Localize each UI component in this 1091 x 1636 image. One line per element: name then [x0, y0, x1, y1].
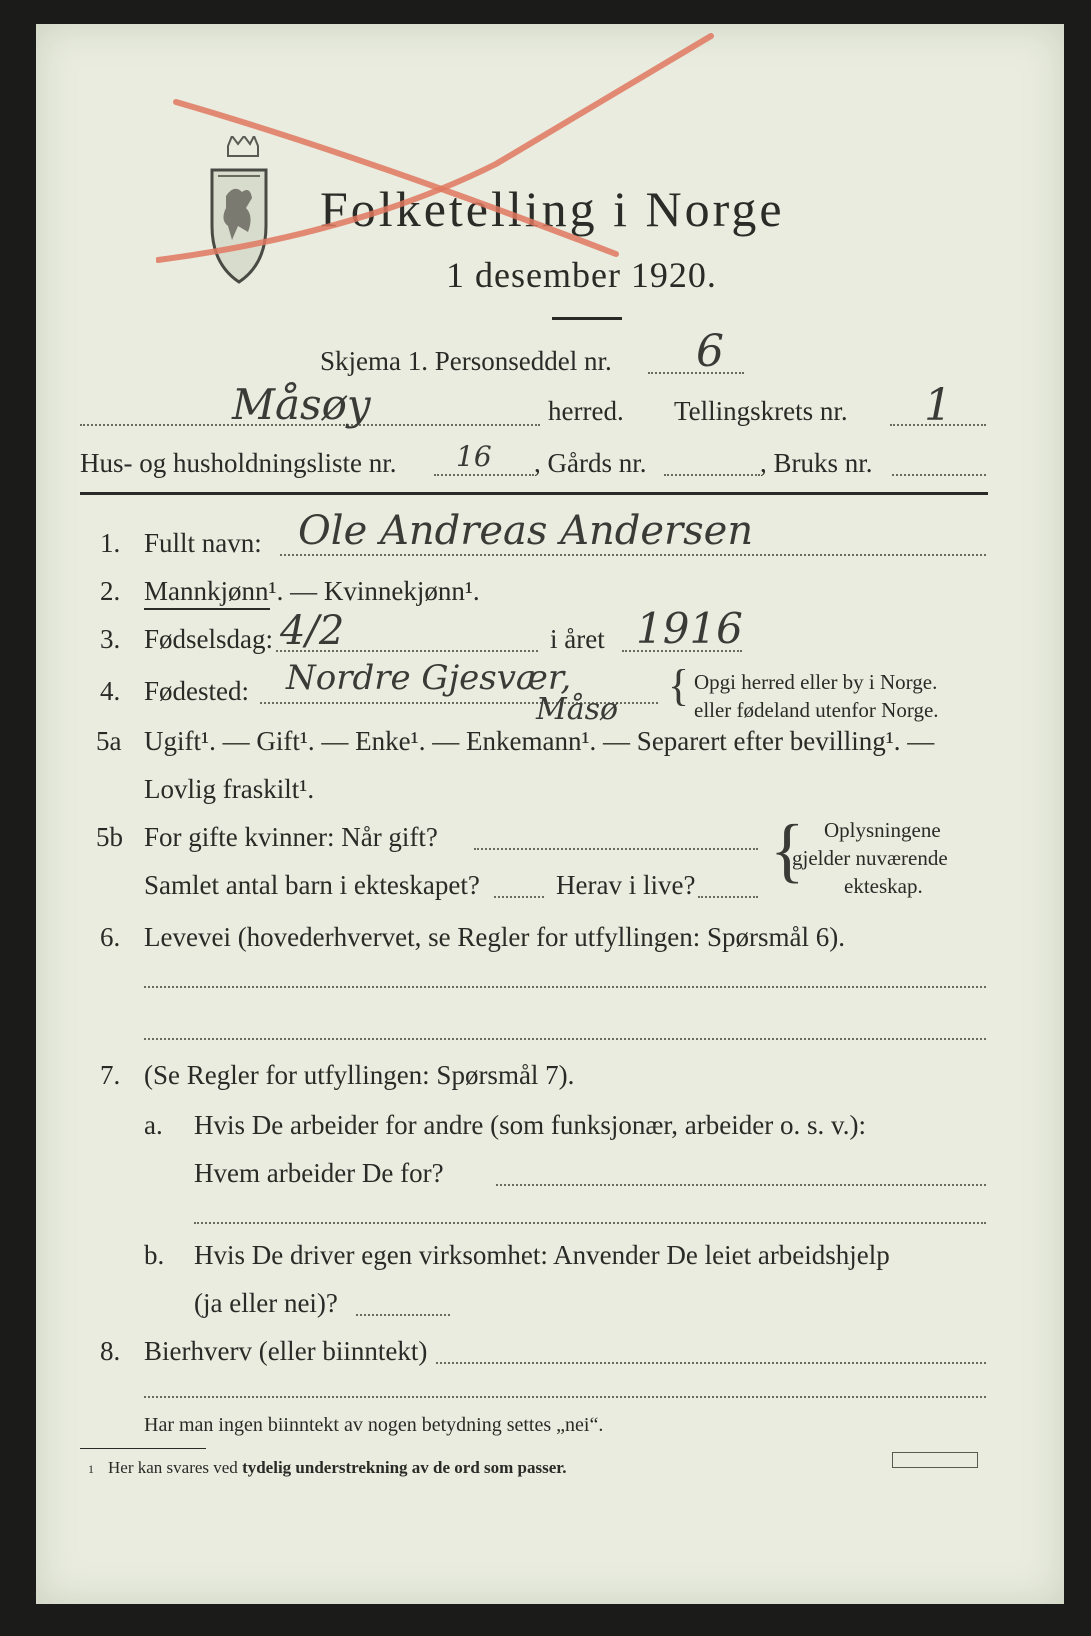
hus-line: [434, 474, 534, 476]
q4-brace: {: [668, 661, 690, 710]
footnote-mark: 1: [88, 1462, 94, 1476]
q3-year-value: 1916: [636, 604, 743, 653]
q1-number: 1.: [100, 528, 121, 558]
q5b-brace: {: [770, 810, 805, 890]
q7a-label-2: Hvem arbeider De for?: [194, 1158, 444, 1188]
q7a-line-2: [194, 1222, 986, 1224]
q5a-number: 5a: [96, 726, 122, 756]
q5b-married-line: [474, 848, 758, 850]
q5b-alive-line: [698, 896, 758, 898]
q7a-number: a.: [144, 1110, 163, 1140]
q8-line-2: [144, 1396, 986, 1398]
q4-note-2: eller fødeland utenfor Norge.: [694, 698, 939, 722]
q3-value: 4/2: [280, 608, 345, 654]
q5a-label-2: Lovlig fraskilt¹.: [144, 774, 315, 804]
q7a-label: Hvis De arbeider for andre (som funksjonær, arbeider o. s. v.):: [194, 1110, 866, 1140]
q4-note-1: Opgi herred eller by i Norge.: [694, 670, 938, 694]
biinntekt-note: Har man ingen biinntekt av nogen betydning settes „nei“.: [144, 1414, 604, 1436]
title-underline: [552, 317, 622, 320]
q5b-label: For gifte kvinner: Når gift?: [144, 822, 438, 852]
red-cross-mark: [156, 24, 716, 284]
q5b-label-3: Herav i live?: [556, 870, 696, 900]
q8-label: Bierhverv (eller biinntekt): [144, 1336, 428, 1366]
q6-label: Levevei (hovederhvervet, se Regler for utfyllingen: Spørsmål 6).: [144, 922, 846, 952]
herred-value: Måsøy: [232, 380, 371, 429]
q5b-note-3: ekteskap.: [844, 874, 923, 898]
q6-line-2: [144, 1038, 986, 1040]
q2-label: Mannkjønn¹. — Kvinnekjønn¹.: [144, 576, 480, 606]
q2-underline: [144, 608, 270, 610]
schema-value: 6: [696, 326, 724, 377]
footnote: [88, 1458, 567, 1478]
q5a-label: Ugift¹. — Gift¹. — Enke¹. — Enkemann¹. — Separert efter bevilling¹. —: [144, 726, 935, 756]
q7a-line-1: [496, 1184, 986, 1186]
header-divider: [80, 492, 988, 495]
gards-label: , Gårds nr.: [534, 448, 647, 478]
q7b-label-2: (ja eller nei)?: [194, 1288, 338, 1318]
form-title: Folketelling i Norge: [320, 181, 785, 237]
q7b-label: Hvis De driver egen virksomhet: Anvender De leiet arbeidshjelp: [194, 1240, 890, 1270]
form-date: 1 desember 1920.: [446, 255, 717, 295]
q6-number: 6.: [100, 922, 121, 952]
q3-number: 3.: [100, 624, 121, 654]
q5b-label-2: Samlet antal barn i ekteskapet?: [144, 870, 480, 900]
tellingskrets-value: 1: [924, 380, 952, 431]
printer-stamp: [892, 1452, 978, 1468]
q5b-note-2: gjelder nuværende: [792, 846, 948, 870]
q1-label: Fullt navn:: [144, 528, 262, 558]
q5b-number: 5b: [96, 822, 123, 852]
herred-label: herred.: [548, 396, 624, 426]
q7b-number: b.: [144, 1240, 165, 1270]
q5b-note-1: Oplysningene: [824, 818, 941, 842]
footnote-bold-text: tydelig understrekning av de ord som passer.: [242, 1458, 567, 1477]
q4-number: 4.: [100, 676, 121, 706]
q7-number: 7.: [100, 1060, 121, 1090]
q4-value-second: Måsø: [536, 692, 619, 727]
bruks-line: [892, 474, 986, 476]
q3-year-label: i året: [550, 624, 605, 654]
q2-number: 2.: [100, 576, 121, 606]
schema-label: Skjema 1. Personseddel nr.: [320, 346, 612, 376]
q3-label: Fødselsdag:: [144, 624, 274, 654]
q8-line-1: [436, 1362, 986, 1364]
bruks-label: , Bruks nr.: [760, 448, 873, 478]
q1-line: [280, 554, 986, 556]
q1-value: Ole Andreas Andersen: [298, 508, 754, 554]
q5b-children-line: [494, 896, 544, 898]
census-form-page: [36, 24, 1064, 1604]
hus-value: 16: [456, 440, 492, 473]
tellingskrets-label: Tellingskrets nr.: [674, 396, 848, 426]
gards-line: [664, 474, 760, 476]
q4-value: Nordre Gjesvær,: [286, 658, 572, 698]
q7b-line: [356, 1314, 450, 1316]
q7-label: (Se Regler for utfyllingen: Spørsmål 7).: [144, 1060, 575, 1090]
hus-label: Hus- og husholdningsliste nr.: [80, 448, 397, 478]
footnote-rule: [80, 1448, 206, 1449]
q4-label: Fødested:: [144, 676, 249, 706]
q8-number: 8.: [100, 1336, 121, 1366]
q6-line-1: [144, 986, 986, 988]
footnote-text: Her kan svares ved: [108, 1458, 238, 1477]
